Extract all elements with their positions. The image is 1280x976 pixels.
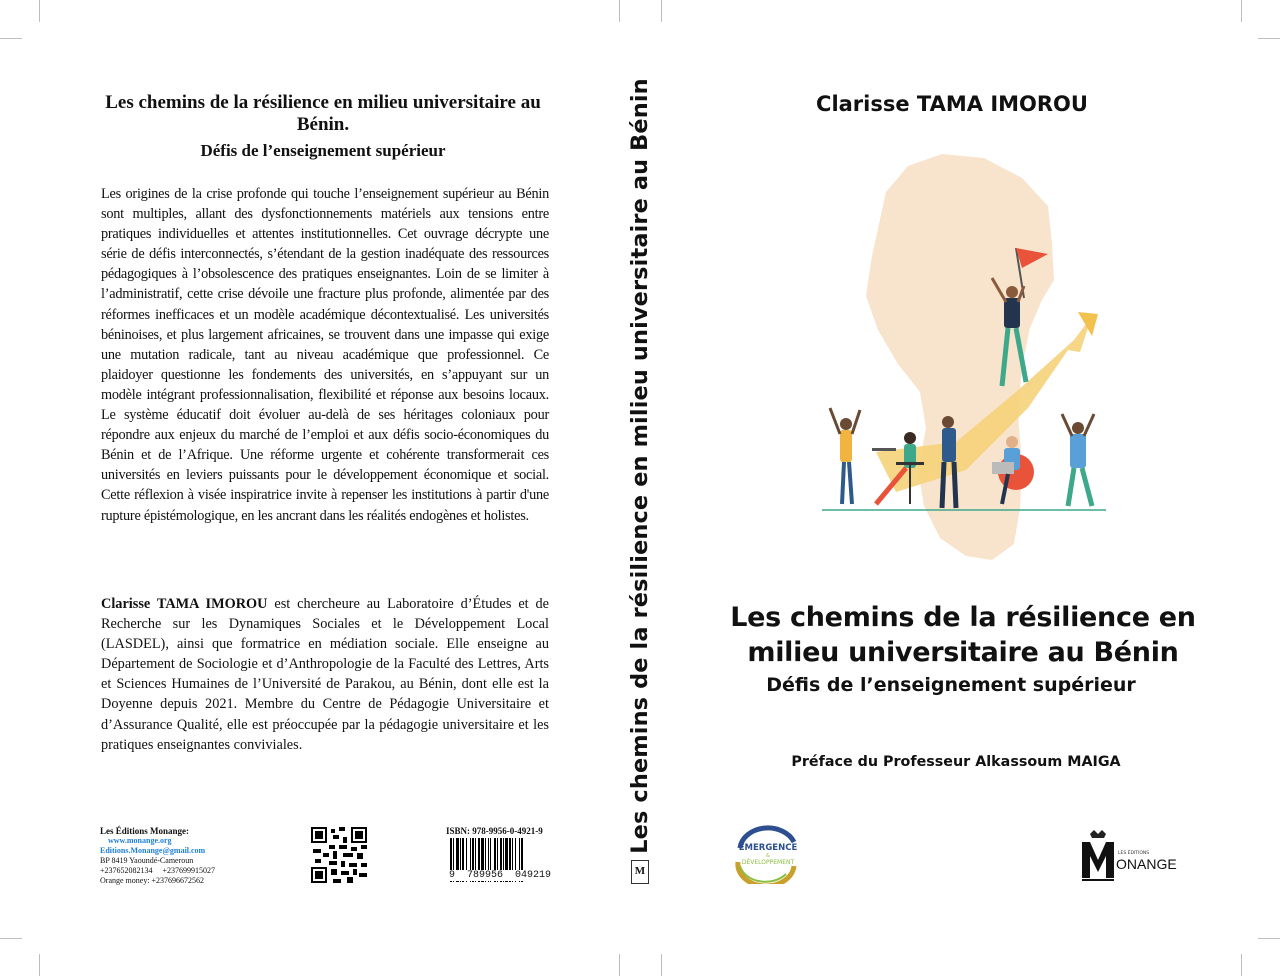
back-cover-blurb: Les origines de la crise profonde qui touche l’enseignement supérieur au Bénin sont multiples, allant des dysfonctionnements matériels aux tensions entre pratiques individuelles et attentes institutionnelles. Cet ouvrage décrypte une série de défis interconnectés, s’étendant de la gestion inadéquate des ressources pédagogiques à l’obsolescence des pratiques enseignantes. Loin de se limiter à l’administratif, cette crise dévoile une fracture plus profonde, alimentée par des réformes inefficaces et un modèle académique décontextualisé. Les universités béninoises, et plus largement africaines, se trouvent dans une impasse qui exige une mutation radicale, tant au niveau académique que professionnel. Ce plaidoyer questionne les fondements des universités, en s’appuyant sur un modèle intégrant professionnalisation, flexibilité et réponse aux besoins locaux. Le système éducatif doit évoluer au-delà de ses héritages coloniaux pour répondre aux enjeux du marché de l’emploi et aux défis socio-économiques du Bénin et de l’Afrique. Une réforme urgente et cohérente transformerait ces universités en leviers puissants pour le développement économique et social. Cette réflexion à visée inspiratrice invite à repenser les institutions à partir d'une rupture épistémologique, en les ancrant dans les réalités endogènes et holistes. bbox=[101, 186, 549, 524]
publisher-phones: +237652082134 +237699915027 bbox=[100, 866, 216, 875]
qr-code bbox=[311, 827, 367, 883]
crop-mark bbox=[661, 954, 662, 976]
publisher-info bbox=[100, 826, 220, 886]
publisher-name: Les Éditions Monange: bbox=[100, 826, 190, 836]
front-title-line1: Les chemins de la résilience en bbox=[730, 602, 1196, 633]
emergence-logo-dev: DÉVELOPPEMENT bbox=[741, 859, 795, 866]
crop-mark bbox=[1258, 938, 1280, 939]
cover-illustration bbox=[816, 152, 1112, 564]
back-cover-subtitle: Défis de l’enseignement supérieur bbox=[200, 141, 446, 160]
publisher-email: Editions.Monange@gmail.com bbox=[100, 846, 206, 855]
crop-mark bbox=[1258, 38, 1280, 39]
back-cover-title: Les chemins de la résilience en milieu universitaire au Bénin. bbox=[105, 92, 541, 135]
front-cover-author: Clarisse TAMA IMOROU bbox=[816, 92, 1088, 116]
front-cover-subtitle: Défis de l’enseignement supérieur bbox=[766, 674, 1136, 696]
crop-mark bbox=[1241, 0, 1242, 22]
author-bio bbox=[101, 594, 549, 755]
emergence-logo-word: ÉMERGENCE bbox=[738, 843, 798, 853]
author-bio-text: est chercheure au Laboratoire d’Études et de Recherche sur les Dynamiques Sociales et le Développement Local (LASDEL), ainsi que formatrice en médiation sociale. Elle enseigne au Département de Sociologie et d’Anthropologie de la Faculté des Lettres, Arts et Sciences Humaines de l’Université de Parakou, au Bénin, dont elle est la Doyenne depuis 2021. Membre du Centre de Pédagogie Universitaire et d’Assurance Qualité, elle est préoccupée par la pédagogie universitaire et les pratiques enseignantes conviviales. bbox=[101, 596, 550, 753]
spine-publisher-logo: M bbox=[631, 860, 649, 884]
crop-mark bbox=[39, 954, 40, 976]
emergence-logo-amp: & bbox=[766, 853, 770, 859]
emergence-developpement-logo bbox=[732, 824, 800, 884]
benin-map-shape bbox=[866, 154, 1054, 560]
spine-title: Les chemins de la résilience en milieu universitaire au Bénin bbox=[627, 78, 653, 854]
crop-mark bbox=[0, 938, 22, 939]
publisher-orange-money: Orange money: +237696672562 bbox=[100, 876, 205, 885]
author-bio-name: Clarisse TAMA IMOROU bbox=[101, 596, 268, 612]
isbn-label: ISBN: 978-9956-0-4921-9 bbox=[446, 826, 543, 836]
front-cover-title bbox=[720, 600, 1206, 670]
barcode-digits: 9 789956 049219 bbox=[449, 870, 552, 881]
publisher-address: BP 8419 Yaoundé-Cameroun bbox=[100, 856, 194, 865]
crop-mark bbox=[39, 0, 40, 22]
monange-publisher-logo bbox=[1080, 826, 1180, 882]
crop-mark bbox=[0, 38, 22, 39]
monange-logo-name: ONANGE bbox=[1116, 856, 1177, 872]
publisher-website: www.monange.org bbox=[108, 836, 172, 845]
monange-logo-small: LES ÉDITIONS bbox=[1118, 851, 1150, 856]
crop-mark bbox=[661, 0, 662, 22]
front-title-line2: milieu universitaire au Bénin bbox=[747, 637, 1179, 668]
crop-mark bbox=[619, 0, 620, 22]
crop-mark bbox=[619, 954, 620, 976]
front-cover-preface: Préface du Professeur Alkassoum MAIGA bbox=[791, 754, 1121, 770]
crop-mark bbox=[1241, 954, 1242, 976]
